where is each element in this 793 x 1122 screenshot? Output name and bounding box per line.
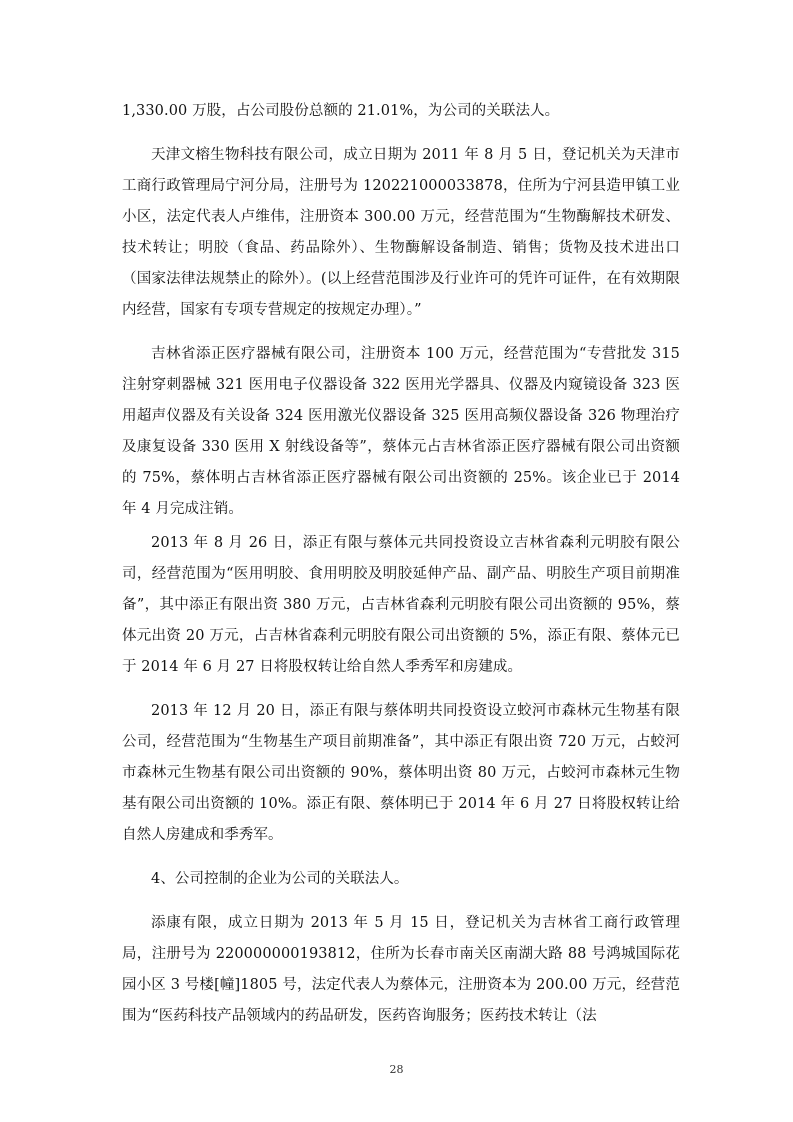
paragraph-jiaohe-senlinyuan: 2013 年 12 月 20 日，添正有限与蔡体明共同投资设立蛟河市森林元生物基有限公司，经营范围为“生物基生产项目前期准备”，其中添正有限出资 720 万元，占蛟河市森林元生物基有限公司出资额的 90%，蔡体明出资 80 万元，占蛟河市森林元生物基有限公司出资额的 10%。添正有限、蔡体明已于 2014 年 6 月 27 日将股权转让给自然人房建成和季秀军。 bbox=[122, 703, 680, 843]
body-text bbox=[122, 96, 680, 1045]
paragraph-tiankang: 添康有限，成立日期为 2013 年 5 月 15 日，登记机关为吉林省工商行政管理局，注册号为 220000000193812，住所为长春市南关区南湖大路 88 号鸿城国际花园小区 3 号楼[幢]1805 号，法定代表人为蔡体元，注册资本为 200.00 万元，经营范围为“医药科技产品领域内的药品研发，医药咨询服务；医药技术转让（法 bbox=[122, 915, 680, 1024]
paragraph-controlled-enterprises: 4、公司控制的企业为公司的关联法人。 bbox=[151, 871, 409, 887]
page-number: 28 bbox=[389, 1063, 404, 1076]
paragraph-tianjin-wenrong: 天津文榕生物科技有限公司，成立日期为 2011 年 8 月 5 日，登记机关为天津市工商行政管理局宁河分局，注册号为 120221000033878，住所为宁河县造甲镇工业小区，法定代表人卢维伟，注册资本 300.00 万元，经营范围为“生物酶解技术研发、技术转让；明胶（食品、药品除外）、生物酶解设备制造、销售；货物及技术进出口（国家法律法规禁止的除外）。(以上经营范围涉及行业许可的凭许可证件，在有效期限内经营，国家有专项专营规定的按规定办理）。” bbox=[122, 147, 680, 318]
paragraph-senliyuan-gelatin: 2013 年 8 月 26 日，添正有限与蔡体元共同投资设立吉林省森利元明胶有限公司，经营范围为“医用明胶、食用明胶及明胶延伸产品、副产品、明胶生产项目前期准备”，其中添正有限出资 380 万元，占吉林省森利元明胶有限公司出资额的 95%，蔡体元出资 20 万元，占吉林省森利元明胶有限公司出资额的 5%，添正有限、蔡体元已于 2014 年 6 月 27 日将股权转让给自然人季秀军和房建成。 bbox=[122, 535, 680, 675]
paragraph-jilin-tianzheng-medical: 吉林省添正医疗器械有限公司，注册资本 100 万元，经营范围为“专营批发 315 注射穿刺器械 321 医用电子仪器设备 322 医用光学器具、仪器及内窥镜设备 323 医用超声仪器及有关设备 324 医用激光仪器设备 325 医用高频仪器设备 326 物理治疗及康复设备 330 医用 X 射线设备等”，蔡体元占吉林省添正医疗器械有限公司出资额的 75%，蔡体明占吉林省添正医疗器械有限公司出资额的 25%。该企业已于 2014 年 4 月完成注销。 bbox=[122, 346, 680, 517]
paragraph-continued: 1,330.00 万股，占公司股份总额的 21.01%，为公司的关联法人。 bbox=[122, 103, 560, 119]
